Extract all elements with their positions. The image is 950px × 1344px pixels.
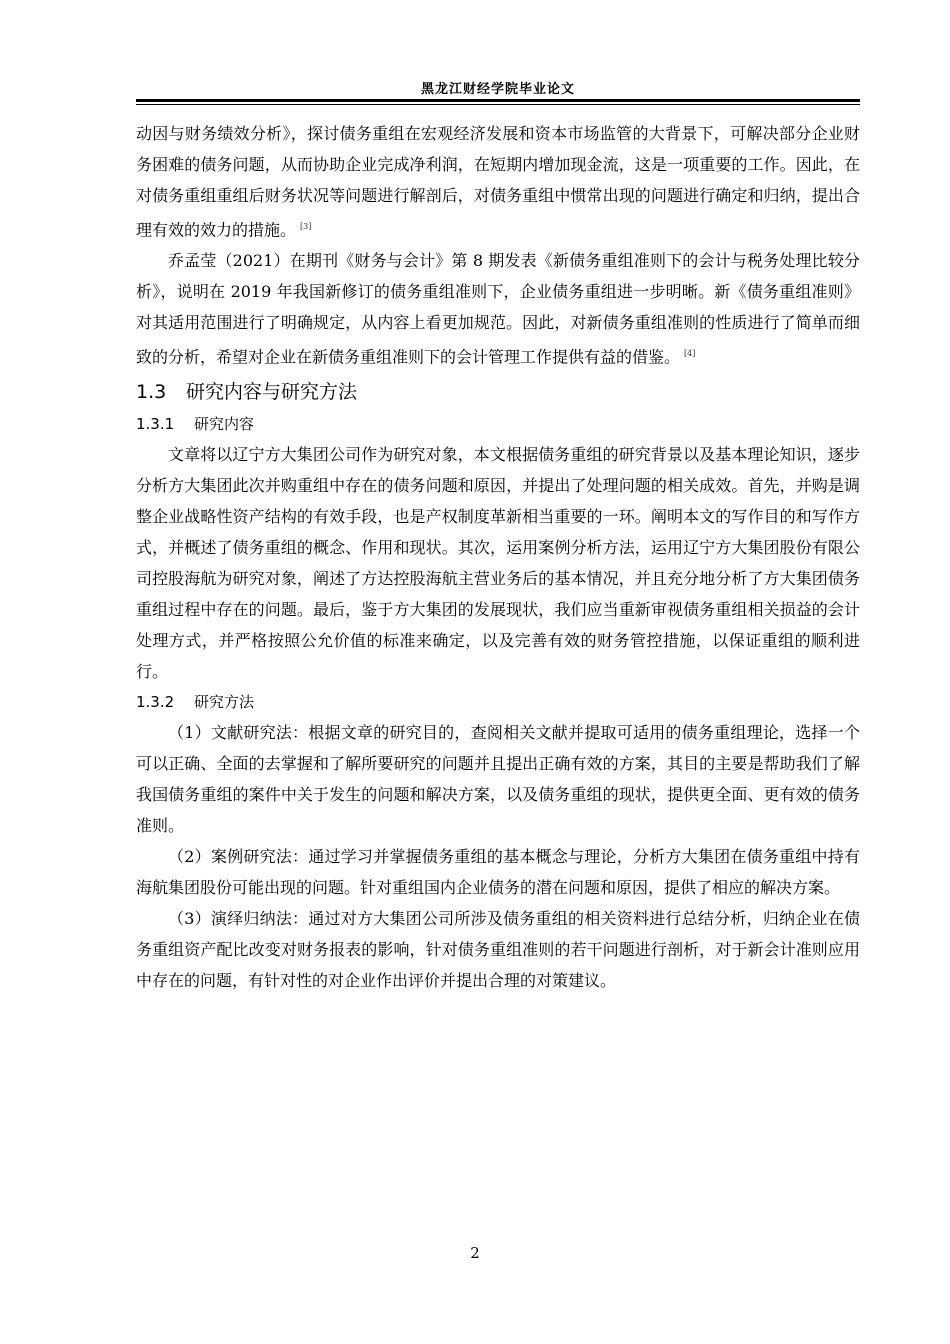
subsection-title: 研究方法 — [194, 692, 255, 711]
citation-marker: [3] — [300, 222, 312, 231]
page-body — [136, 118, 860, 996]
subsection-number: 1.3.1 — [136, 414, 175, 433]
paragraph-text: 乔孟莹（2021）在期刊《财务与会计》第 8 期发表《新债务重组准则下的会计与税务处理比较分析》，说明在 2019 年我国新修订的债务重组准则下，企业债务重组进一步明晰。新《债务重组准则》对其适用范围进行了明确规定，从内容上看更加规范。因此，对新债务重组准则的性质进行了简单而细致的分析，希望对企业在新债务重组准则下的会计管理工作提供有益的借鉴。 — [136, 251, 860, 367]
header-rule-thin — [136, 104, 860, 105]
section-number: 1.3 — [136, 380, 167, 403]
paragraph-continued — [136, 118, 860, 245]
paragraph-method-induction: （3）演绎归纳法：通过对方大集团公司所涉及债务重组的相关资料进行总结分析，归纳企业在债务重组资产配比改变对财务报表的影响，针对债务重组准则的若干问题进行剖析，对于新会计准则应用中存在的问题，有针对性的对企业作出评价并提出合理的对策建议。 — [136, 908, 860, 990]
paragraph-method-case: （2）案例研究法：通过学习并掌握债务重组的基本概念与理论，分析方大集团在债务重组中持有海航集团股份可能出现的问题。针对重组国内企业债务的潜在问题和原因，提供了相应的解决方案。 — [136, 846, 860, 897]
running-header: 黑龙江财经学院毕业论文 — [420, 82, 575, 97]
subsection-heading-1-3-1 — [136, 409, 860, 439]
section-heading-1-3 — [136, 375, 860, 409]
paragraph-research-content: 文章将以辽宁方大集团公司作为研究对象，本文根据债务重组的研究背景以及基本理论知识，逐步分析方大集团此次并购重组中存在的债务问题和原因，并提出了处理问题的相关成效。首先，并购是调整企业战略性资产结构的有效手段，也是产权制度革新相当重要的一环。阐明本文的写作目的和写作方式，并概述了债务重组的概念、作用和现状。其次，运用案例分析方法，运用辽宁方大集团股份有限公司控股海航为研究对象，阐述了方达控股海航主营业务后的基本情况，并且充分地分析了方大集团债务重组过程中存在的问题。最后，鉴于方大集团的发展现状，我们应当重新审视债务重组相关损益的会计处理方式，并严格按照公允价值的标准来确定，以及完善有效的财务管控措施，以保证重组的顺利进行。 — [136, 444, 860, 681]
citation-marker: [4] — [684, 349, 696, 359]
page-number: 2 — [470, 1244, 480, 1262]
section-title: 研究内容与研究方法 — [186, 380, 358, 403]
paragraph-method-literature: （1）文献研究法：根据文章的研究目的，查阅相关文献并提取可适用的债务重组理论，选择一个可以正确、全面的去掌握和了解所要研究的问题并且提出正确有效的方案，其目的主要是帮助我们了解我国债务重组的案件中关于发生的问题和解决方案，以及债务重组的现状，提供更全面、更有效的债务准则。 — [136, 722, 860, 835]
subsection-title: 研究内容 — [194, 414, 255, 433]
header-rule-thick — [136, 99, 860, 102]
paragraph-text: 动因与财务绩效分析》，探讨债务重组在宏观经济发展和资本市场监管的大背景下，可解决部分企业财务困难的债务问题，从而协助企业完成净利润，在短期内增加现金流，这是一项重要的工作。因此，在对债务重组重组后财务状况等问题进行解剖后，对债务重组中惯常出现的问题进行确定和归纳，提出合理有效的效力的措施。 — [136, 124, 860, 240]
subsection-number: 1.3.2 — [136, 692, 175, 711]
paragraph-qiao — [136, 245, 860, 372]
subsection-heading-1-3-2 — [136, 687, 860, 717]
